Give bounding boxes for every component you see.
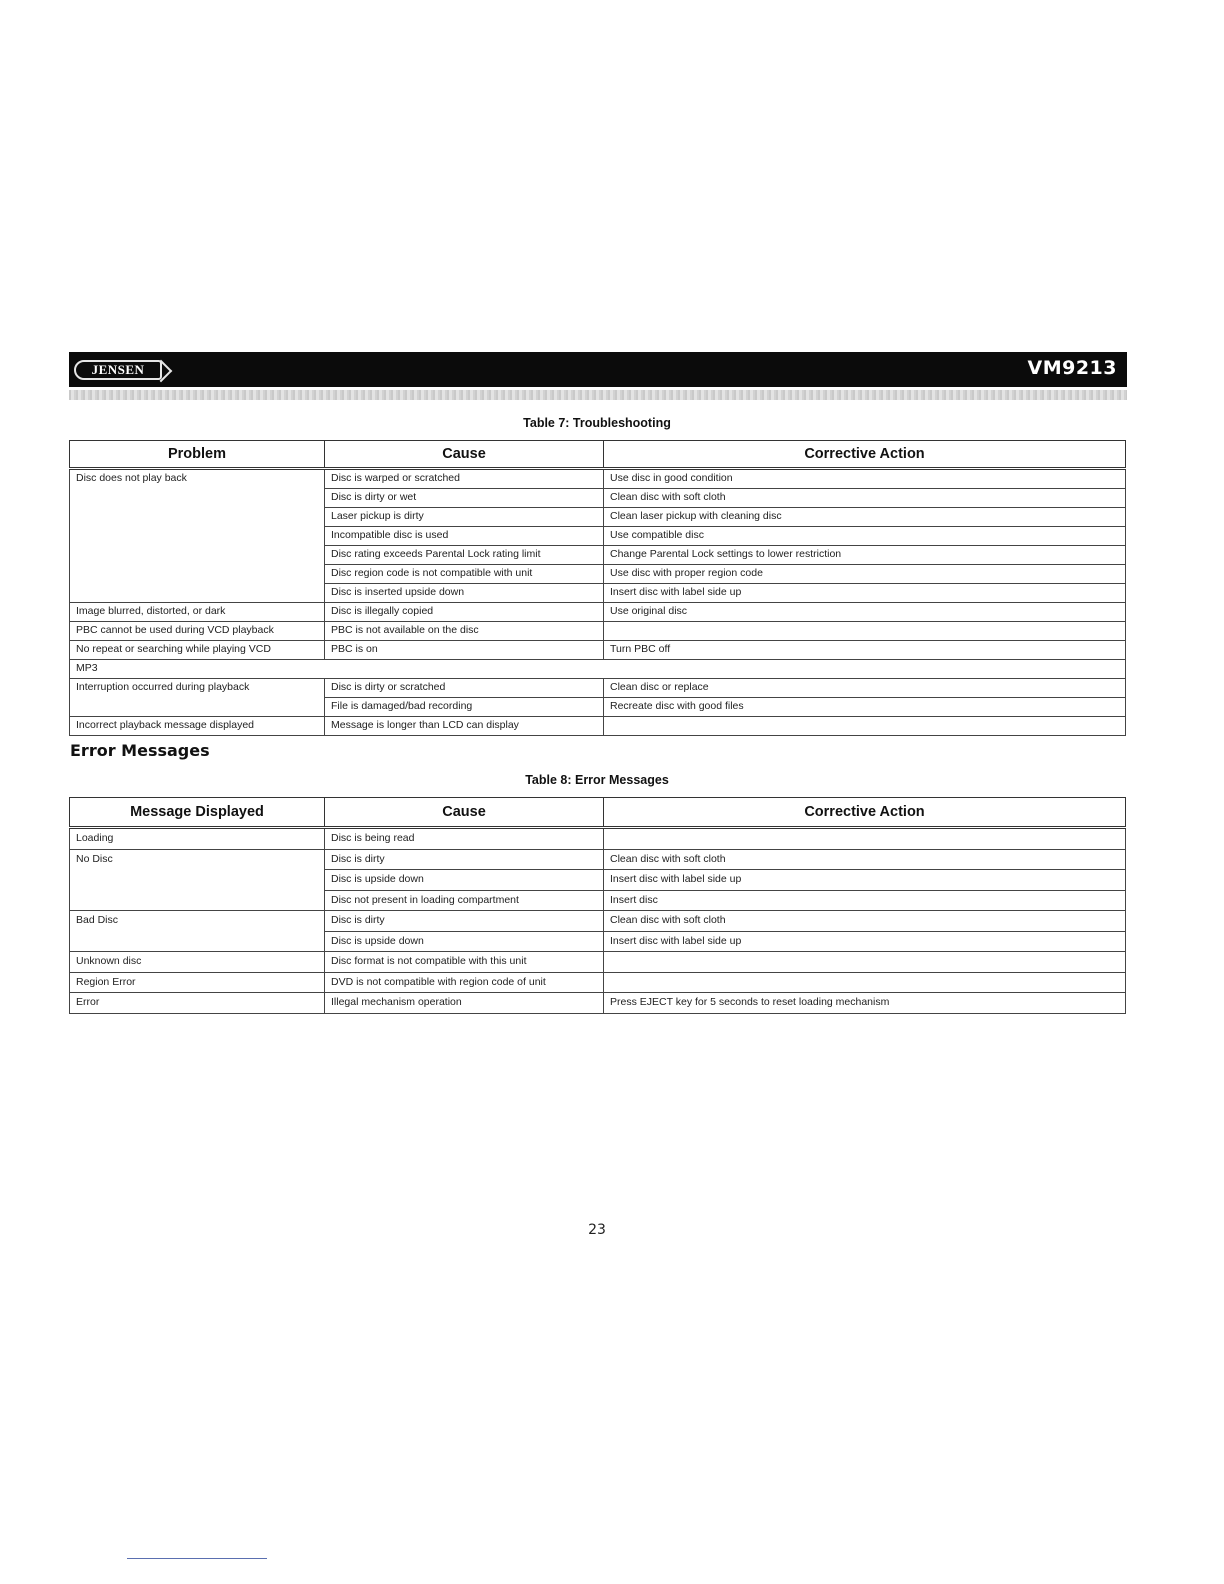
problem-cell: Disc does not play back bbox=[70, 469, 325, 603]
cause-cell: Message is longer than LCD can display bbox=[325, 717, 604, 736]
cause-cell: Incompatible disc is used bbox=[325, 527, 604, 546]
cause-cell: Disc is being read bbox=[325, 828, 604, 850]
column-header-corrective-action: Corrective Action bbox=[604, 798, 1126, 828]
action-cell: Clean disc with soft cloth bbox=[604, 911, 1126, 932]
problem-cell: PBC cannot be used during VCD playback bbox=[70, 622, 325, 641]
table-row bbox=[70, 679, 1126, 698]
section-title-error-messages: Error Messages bbox=[70, 741, 210, 760]
footnote-rule bbox=[127, 1558, 267, 1559]
message-cell: Unknown disc bbox=[70, 952, 325, 973]
model-number: VM9213 bbox=[1027, 357, 1117, 379]
cause-cell: Disc region code is not compatible with unit bbox=[325, 565, 604, 584]
cause-cell: Disc is illegally copied bbox=[325, 603, 604, 622]
problem-cell: No repeat or searching while playing VCD bbox=[70, 641, 325, 660]
cause-cell: Disc is warped or scratched bbox=[325, 469, 604, 489]
header-decorative-strip bbox=[69, 390, 1127, 400]
column-header-cause: Cause bbox=[325, 441, 604, 469]
cause-cell: Laser pickup is dirty bbox=[325, 508, 604, 527]
cause-cell: File is damaged/bad recording bbox=[325, 698, 604, 717]
table-row bbox=[70, 641, 1126, 660]
cause-cell: Illegal mechanism operation bbox=[325, 993, 604, 1014]
action-cell: Insert disc bbox=[604, 890, 1126, 911]
cause-cell: Disc is dirty or wet bbox=[325, 489, 604, 508]
troubleshooting-table bbox=[69, 440, 1126, 736]
action-cell: Clean disc with soft cloth bbox=[604, 489, 1126, 508]
table-row bbox=[70, 972, 1126, 993]
column-header-corrective-action: Corrective Action bbox=[604, 441, 1126, 469]
message-cell: No Disc bbox=[70, 849, 325, 911]
column-header-problem: Problem bbox=[70, 441, 325, 469]
cause-cell: Disc is upside down bbox=[325, 870, 604, 891]
header-bar bbox=[69, 352, 1127, 387]
page-number: 23 bbox=[588, 1222, 606, 1238]
table-section-row bbox=[70, 660, 1126, 679]
table-row bbox=[70, 469, 1126, 489]
action-cell: Recreate disc with good files bbox=[604, 698, 1126, 717]
table-row bbox=[70, 828, 1126, 850]
error-messages-table bbox=[69, 797, 1126, 1014]
table-row bbox=[70, 849, 1126, 870]
action-cell: Use disc with proper region code bbox=[604, 565, 1126, 584]
message-cell: Region Error bbox=[70, 972, 325, 993]
action-cell: Change Parental Lock settings to lower restriction bbox=[604, 546, 1126, 565]
cause-cell: Disc is inserted upside down bbox=[325, 584, 604, 603]
problem-cell: Image blurred, distorted, or dark bbox=[70, 603, 325, 622]
message-cell: Bad Disc bbox=[70, 911, 325, 952]
cause-cell: Disc not present in loading compartment bbox=[325, 890, 604, 911]
table8-caption: Table 8: Error Messages bbox=[525, 773, 669, 787]
action-cell bbox=[604, 972, 1126, 993]
cause-cell: PBC is on bbox=[325, 641, 604, 660]
action-cell: Insert disc with label side up bbox=[604, 584, 1126, 603]
action-cell: Turn PBC off bbox=[604, 641, 1126, 660]
table-row bbox=[70, 993, 1126, 1014]
action-cell bbox=[604, 717, 1126, 736]
action-cell: Clean disc or replace bbox=[604, 679, 1126, 698]
cause-cell: Disc is dirty bbox=[325, 911, 604, 932]
cause-cell: PBC is not available on the disc bbox=[325, 622, 604, 641]
problem-cell: Incorrect playback message displayed bbox=[70, 717, 325, 736]
action-cell: Insert disc with label side up bbox=[604, 931, 1126, 952]
section-label-cell: MP3 bbox=[70, 660, 1126, 679]
table-row bbox=[70, 911, 1126, 932]
table-header-row bbox=[70, 441, 1126, 469]
action-cell: Insert disc with label side up bbox=[604, 870, 1126, 891]
column-header-message-displayed: Message Displayed bbox=[70, 798, 325, 828]
jensen-logo: JENSEN bbox=[74, 360, 162, 380]
table7-caption: Table 7: Troubleshooting bbox=[523, 416, 671, 430]
table-row bbox=[70, 717, 1126, 736]
cause-cell: Disc is upside down bbox=[325, 931, 604, 952]
table-row bbox=[70, 952, 1126, 973]
problem-cell: Interruption occurred during playback bbox=[70, 679, 325, 717]
action-cell: Clean laser pickup with cleaning disc bbox=[604, 508, 1126, 527]
cause-cell: Disc rating exceeds Parental Lock rating limit bbox=[325, 546, 604, 565]
action-cell: Clean disc with soft cloth bbox=[604, 849, 1126, 870]
action-cell bbox=[604, 952, 1126, 973]
message-cell: Error bbox=[70, 993, 325, 1014]
action-cell: Press EJECT key for 5 seconds to reset loading mechanism bbox=[604, 993, 1126, 1014]
action-cell bbox=[604, 828, 1126, 850]
table-row bbox=[70, 603, 1126, 622]
table-header-row bbox=[70, 798, 1126, 828]
column-header-cause: Cause bbox=[325, 798, 604, 828]
message-cell: Loading bbox=[70, 828, 325, 850]
action-cell: Use disc in good condition bbox=[604, 469, 1126, 489]
cause-cell: DVD is not compatible with region code of unit bbox=[325, 972, 604, 993]
cause-cell: Disc is dirty or scratched bbox=[325, 679, 604, 698]
table-row bbox=[70, 622, 1126, 641]
cause-cell: Disc is dirty bbox=[325, 849, 604, 870]
action-cell: Use original disc bbox=[604, 603, 1126, 622]
cause-cell: Disc format is not compatible with this unit bbox=[325, 952, 604, 973]
action-cell: Use compatible disc bbox=[604, 527, 1126, 546]
action-cell bbox=[604, 622, 1126, 641]
